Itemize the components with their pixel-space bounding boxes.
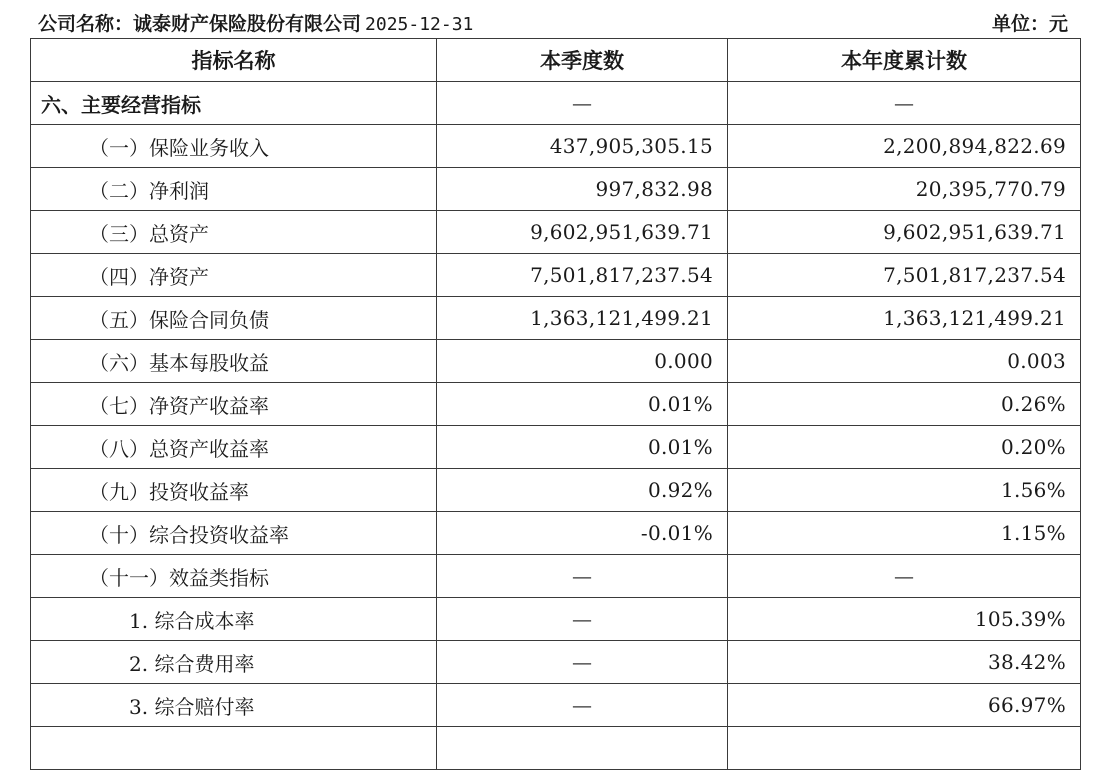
report-header [0,0,1104,38]
row-ytd-value: 20,395,770.79 [728,168,1081,211]
column-header-indicator: 指标名称 [31,39,437,82]
table-row [31,297,1081,340]
row-name: （二）净利润 [31,168,437,211]
table-row [31,211,1081,254]
row-ytd-value: 66.97% [728,684,1081,727]
row-quarter-value: 0.92% [437,469,728,512]
continuation-cell [728,727,1081,770]
row-ytd-value: 38.42% [728,641,1081,684]
table-row [31,469,1081,512]
company-info [38,9,473,36]
row-ytd-value: 0.003 [728,340,1081,383]
report-date: 2025-12-31 [365,14,474,35]
table-header-row [31,39,1081,82]
table-row [31,254,1081,297]
table-row [31,340,1081,383]
column-header-quarter: 本季度数 [437,39,728,82]
row-ytd-value: 0.20% [728,426,1081,469]
row-quarter-value: 9,602,951,639.71 [437,211,728,254]
row-ytd-value: — [728,82,1081,125]
table-row [31,426,1081,469]
table-row [31,512,1081,555]
row-quarter-value: 0.000 [437,340,728,383]
continuation-cell [31,727,437,770]
row-ytd-value: 1.15% [728,512,1081,555]
row-name: （九）投资收益率 [31,469,437,512]
unit-label: 单位：元 [991,13,1068,35]
row-name: （七）净资产收益率 [31,383,437,426]
row-name: （三）总资产 [31,211,437,254]
row-quarter-value: 437,905,305.15 [437,125,728,168]
table-row [31,125,1081,168]
row-ytd-value: 9,602,951,639.71 [728,211,1081,254]
continuation-cell [437,727,728,770]
row-quarter-value: 0.01% [437,426,728,469]
column-header-ytd: 本年度累计数 [728,39,1081,82]
row-quarter-value: — [437,598,728,641]
row-name: （十一）效益类指标 [31,555,437,598]
row-ytd-value: 1,363,121,499.21 [728,297,1081,340]
table-row [31,82,1081,125]
row-quarter-value: -0.01% [437,512,728,555]
row-quarter-value: — [437,82,728,125]
row-name: （八）总资产收益率 [31,426,437,469]
row-quarter-value: — [437,555,728,598]
row-quarter-value: 997,832.98 [437,168,728,211]
row-name: 1. 综合成本率 [31,598,437,641]
row-name: 3. 综合赔付率 [31,684,437,727]
row-name: 六、主要经营指标 [31,82,437,125]
table-row [31,383,1081,426]
table-row [31,641,1081,684]
table-row [31,168,1081,211]
table-row [31,684,1081,727]
row-name: （一）保险业务收入 [31,125,437,168]
indicator-table [30,38,1081,770]
row-name: （四）净资产 [31,254,437,297]
row-name: （十）综合投资收益率 [31,512,437,555]
row-name: 2. 综合费用率 [31,641,437,684]
row-ytd-value: 1.56% [728,469,1081,512]
table-row [31,555,1081,598]
table-row [31,598,1081,641]
row-quarter-value: — [437,684,728,727]
table-row-continuation [31,727,1081,770]
row-quarter-value: 0.01% [437,383,728,426]
company-label: 公司名称：诚泰财产保险股份有限公司 [38,13,362,35]
row-ytd-value: 2,200,894,822.69 [728,125,1081,168]
row-quarter-value: 1,363,121,499.21 [437,297,728,340]
row-name: （五）保险合同负债 [31,297,437,340]
row-ytd-value: 0.26% [728,383,1081,426]
row-name: （六）基本每股收益 [31,340,437,383]
row-ytd-value: 105.39% [728,598,1081,641]
row-ytd-value: 7,501,817,237.54 [728,254,1081,297]
row-quarter-value: 7,501,817,237.54 [437,254,728,297]
row-quarter-value: — [437,641,728,684]
row-ytd-value: — [728,555,1081,598]
